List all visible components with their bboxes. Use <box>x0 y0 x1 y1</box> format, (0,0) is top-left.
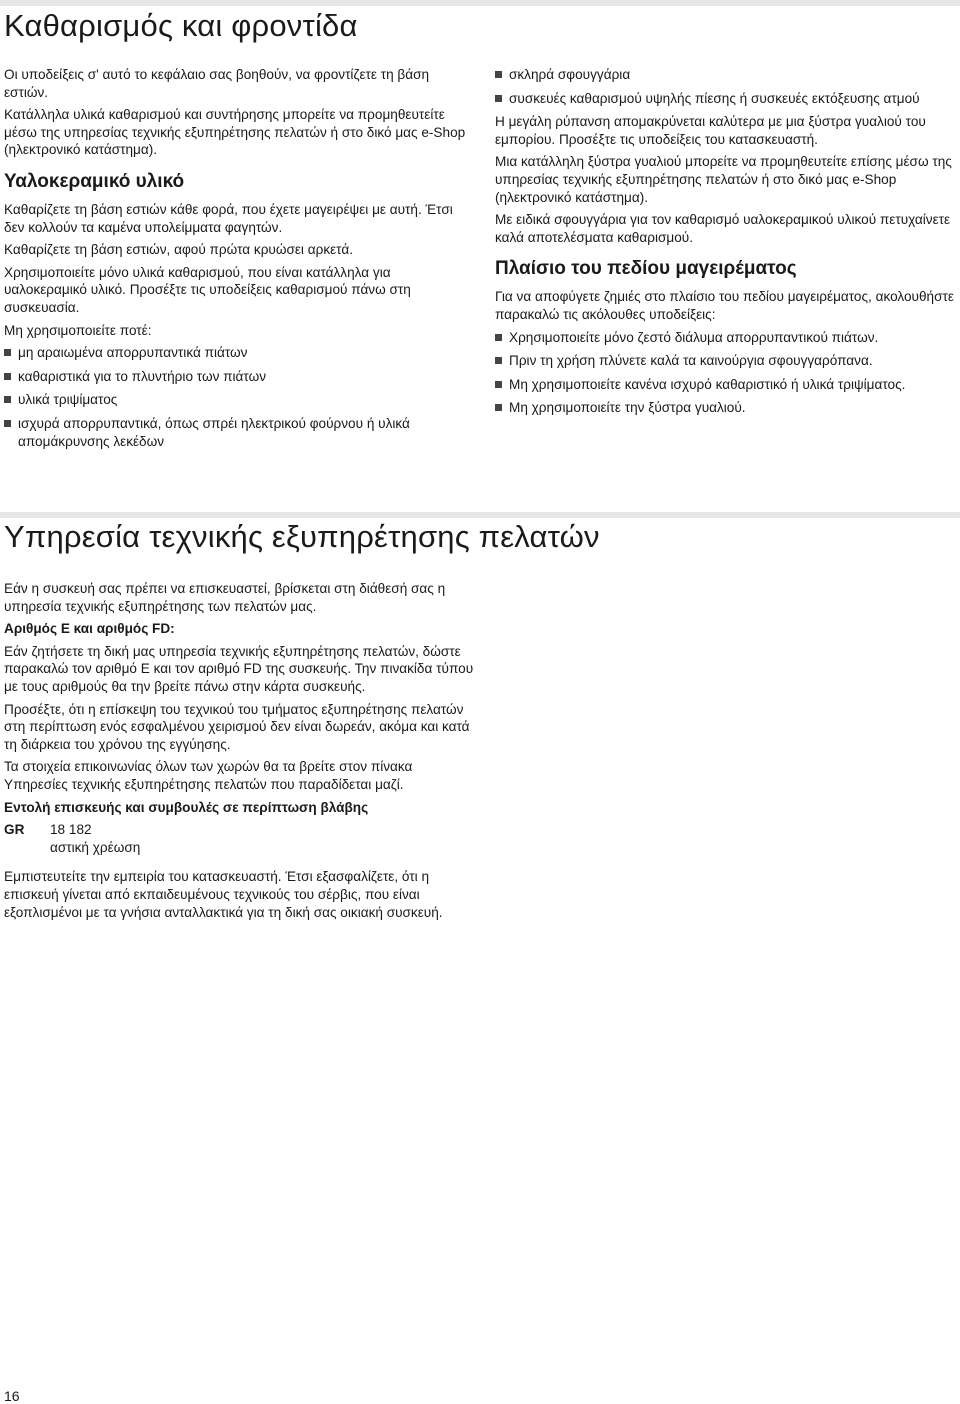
list-item: Μη χρησιμοποιείτε κανένα ισχυρό καθαριστικό ή υλικά τριψίματος. <box>495 376 955 394</box>
square-bullet-icon <box>4 396 11 403</box>
never-use-list <box>4 344 474 450</box>
top-rule <box>0 0 960 6</box>
list-item: καθαριστικά για το πλυντήριο των πιάτων <box>4 368 474 386</box>
contact-details <box>50 821 140 856</box>
never-use-label: Μη χρησιμοποιείτε ποτέ: <box>4 322 152 338</box>
never-use-list-continued <box>495 66 955 107</box>
left-column <box>4 66 474 456</box>
glass-paragraph-2: Καθαρίζετε τη βάση εστιών, αφού πρώτα κρυώσει αρκετά. <box>4 242 353 258</box>
square-bullet-icon <box>4 420 11 427</box>
glass-paragraph-1: Καθαρίζετε τη βάση εστιών κάθε φορά, που έχετε μαγειρέψει με αυτή. Έτσι δεν κολλούν τα καμένα υπολείμματα φαγητών. <box>4 201 453 235</box>
list-item: υλικά τριψίματος <box>4 391 474 409</box>
list-item: Χρησιμοποιείτε μόνο ζεστό διάλυμα απορρυπαντικού πιάτων. <box>495 329 955 347</box>
list-item: μη αραιωμένα απορρυπαντικά πιάτων <box>4 344 474 362</box>
service-column <box>4 580 474 926</box>
scraper-paragraph-2: Μια κατάλληλη ξύστρα γυαλιού μπορείτε να προμηθευτείτε επίσης μέσω της υπηρεσίας τεχνικής εξυπηρέτησης πελατών ή στο δικό μας e-Shop (ηλεκτρονικό κατάστημα). <box>495 154 952 205</box>
service-paragraph-5: Εμπιστευτείτε την εμπειρία του κατασκευαστή. Έτσι εξασφαλίζετε, ότι η επισκευή γίνεται από εκπαιδευμένους τεχνικούς του σέρβις, που είναι εξοπλισμένοι με τα γνήσια ανταλλακτικά για τη δική σας οικιακή συσκευή. <box>4 869 443 920</box>
list-item: σκληρά σφουγγάρια <box>495 66 955 84</box>
square-bullet-icon <box>495 404 502 411</box>
service-title: Υπηρεσία τεχνικής εξυπηρέτησης πελατών <box>4 519 600 554</box>
square-bullet-icon <box>495 381 502 388</box>
list-item: Μη χρησιμοποιείτε την ξύστρα γυαλιού. <box>495 399 955 417</box>
page-title: Καθαρισμός και φροντίδα <box>4 8 358 43</box>
glass-paragraph-3: Χρησιμοποιείτε μόνο υλικά καθαρισμού, που είναι κατάλληλα για υαλοκεραμικό υλικό. Προσέξτε τις υποδείξεις καθαρισμού πάνω στη συσκευασία. <box>4 264 411 315</box>
list-item: ισχυρά απορρυπαντικά, όπως σπρέι ηλεκτρικού φούρνου ή υλικά απομάκρυνσης λεκέδων <box>4 415 474 450</box>
service-paragraph-1: Εάν η συσκευή σας πρέπει να επισκευαστεί, βρίσκεται στη διάθεσή σας η υπηρεσία τεχνικής εξυπηρέτησης των πελατών μας. <box>4 581 446 614</box>
phone-number: 18 182 <box>50 822 92 838</box>
frame-intro: Για να αποφύγετε ζημιές στο πλαίσιο του πεδίου μαγειρέματος, ακολουθήστε παρακαλώ τις ακόλουθες υποδείξεις: <box>495 289 954 322</box>
phone-note: αστική χρέωση <box>50 839 141 855</box>
section-divider <box>0 512 960 518</box>
service-paragraph-4: Τα στοιχεία επικοινωνίας όλων των χωρών θα τα βρείτε στον πίνακα Υπηρεσίες τεχνικής εξυπηρέτησης πελατών που παραδίδεται μαζί. <box>4 759 413 792</box>
square-bullet-icon <box>495 334 502 341</box>
square-bullet-icon <box>495 95 502 102</box>
square-bullet-icon <box>495 357 502 364</box>
square-bullet-icon <box>4 349 11 356</box>
glass-ceramic-heading: Υαλοκεραμικό υλικό <box>4 170 185 192</box>
intro-paragraph-2: Κατάλληλα υλικά καθαρισμού και συντήρησης μπορείτε να προμηθευτείτε μέσω της υπηρεσίας τεχνικής εξυπηρέτησης πελατών ή στο δικό μας e-Shop (ηλεκτρονικό κατάστημα). <box>4 107 466 158</box>
list-item: συσκευές καθαρισμού υψηλής πίεσης ή συσκευές εκτόξευσης ατμού <box>495 90 955 108</box>
sponge-paragraph: Με ειδικά σφουγγάρια για τον καθαρισμό υαλοκεραμικού υλικού πετυχαίνετε καλά αποτελέσματα καθαρισμού. <box>495 212 951 245</box>
scraper-paragraph-1: Η μεγάλη ρύπανση απομακρύνεται καλύτερα με μια ξύστρα γυαλιού του εμπορίου. Προσέξτε τις υποδείξεις του κατασκευαστή. <box>495 114 926 147</box>
right-column <box>495 66 955 423</box>
service-paragraph-2: Εάν ζητήσετε τη δική μας υπηρεσία τεχνικής εξυπηρέτησης πελατών, δώστε παρακαλώ τον αριθμό Ε και τον αριθμό FD της συσκευής. Την πινακίδα τύπου με τους αριθμούς θα την βρείτε πάνω στην κάρτα συσκευής. <box>4 643 474 694</box>
page-number: 16 <box>4 1388 20 1404</box>
service-paragraph-3: Προσέξτε, ότι η επίσκεψη του τεχνικού του τμήματος εξυπηρέτησης πελατών στη περίπτωση ενός εσφαλμένου χειρισμού δεν είναι δωρεάν, ακόμα και κατά τη διάρκεια του χρόνου της εγγύησης. <box>4 701 470 752</box>
repair-heading: Εντολή επισκευής και συμβουλές σε περίπτωση βλάβης <box>4 799 369 815</box>
square-bullet-icon <box>4 373 11 380</box>
square-bullet-icon <box>495 71 502 78</box>
frame-list <box>495 329 955 417</box>
frame-heading: Πλαίσιο του πεδίου μαγειρέματος <box>495 258 797 280</box>
country-code: GR <box>4 822 25 838</box>
intro-paragraph-1: Οι υποδείξεις σ' αυτό το κεφάλαιο σας βοηθούν, να φροντίζετε τη βάση εστιών. <box>4 67 430 100</box>
list-item: Πριν τη χρήση πλύνετε καλά τα καινούργια σφουγγαρόπανα. <box>495 352 955 370</box>
enr-fd-heading: Αριθμός Ε και αριθμός FD: <box>4 621 175 637</box>
contact-row <box>4 821 474 856</box>
